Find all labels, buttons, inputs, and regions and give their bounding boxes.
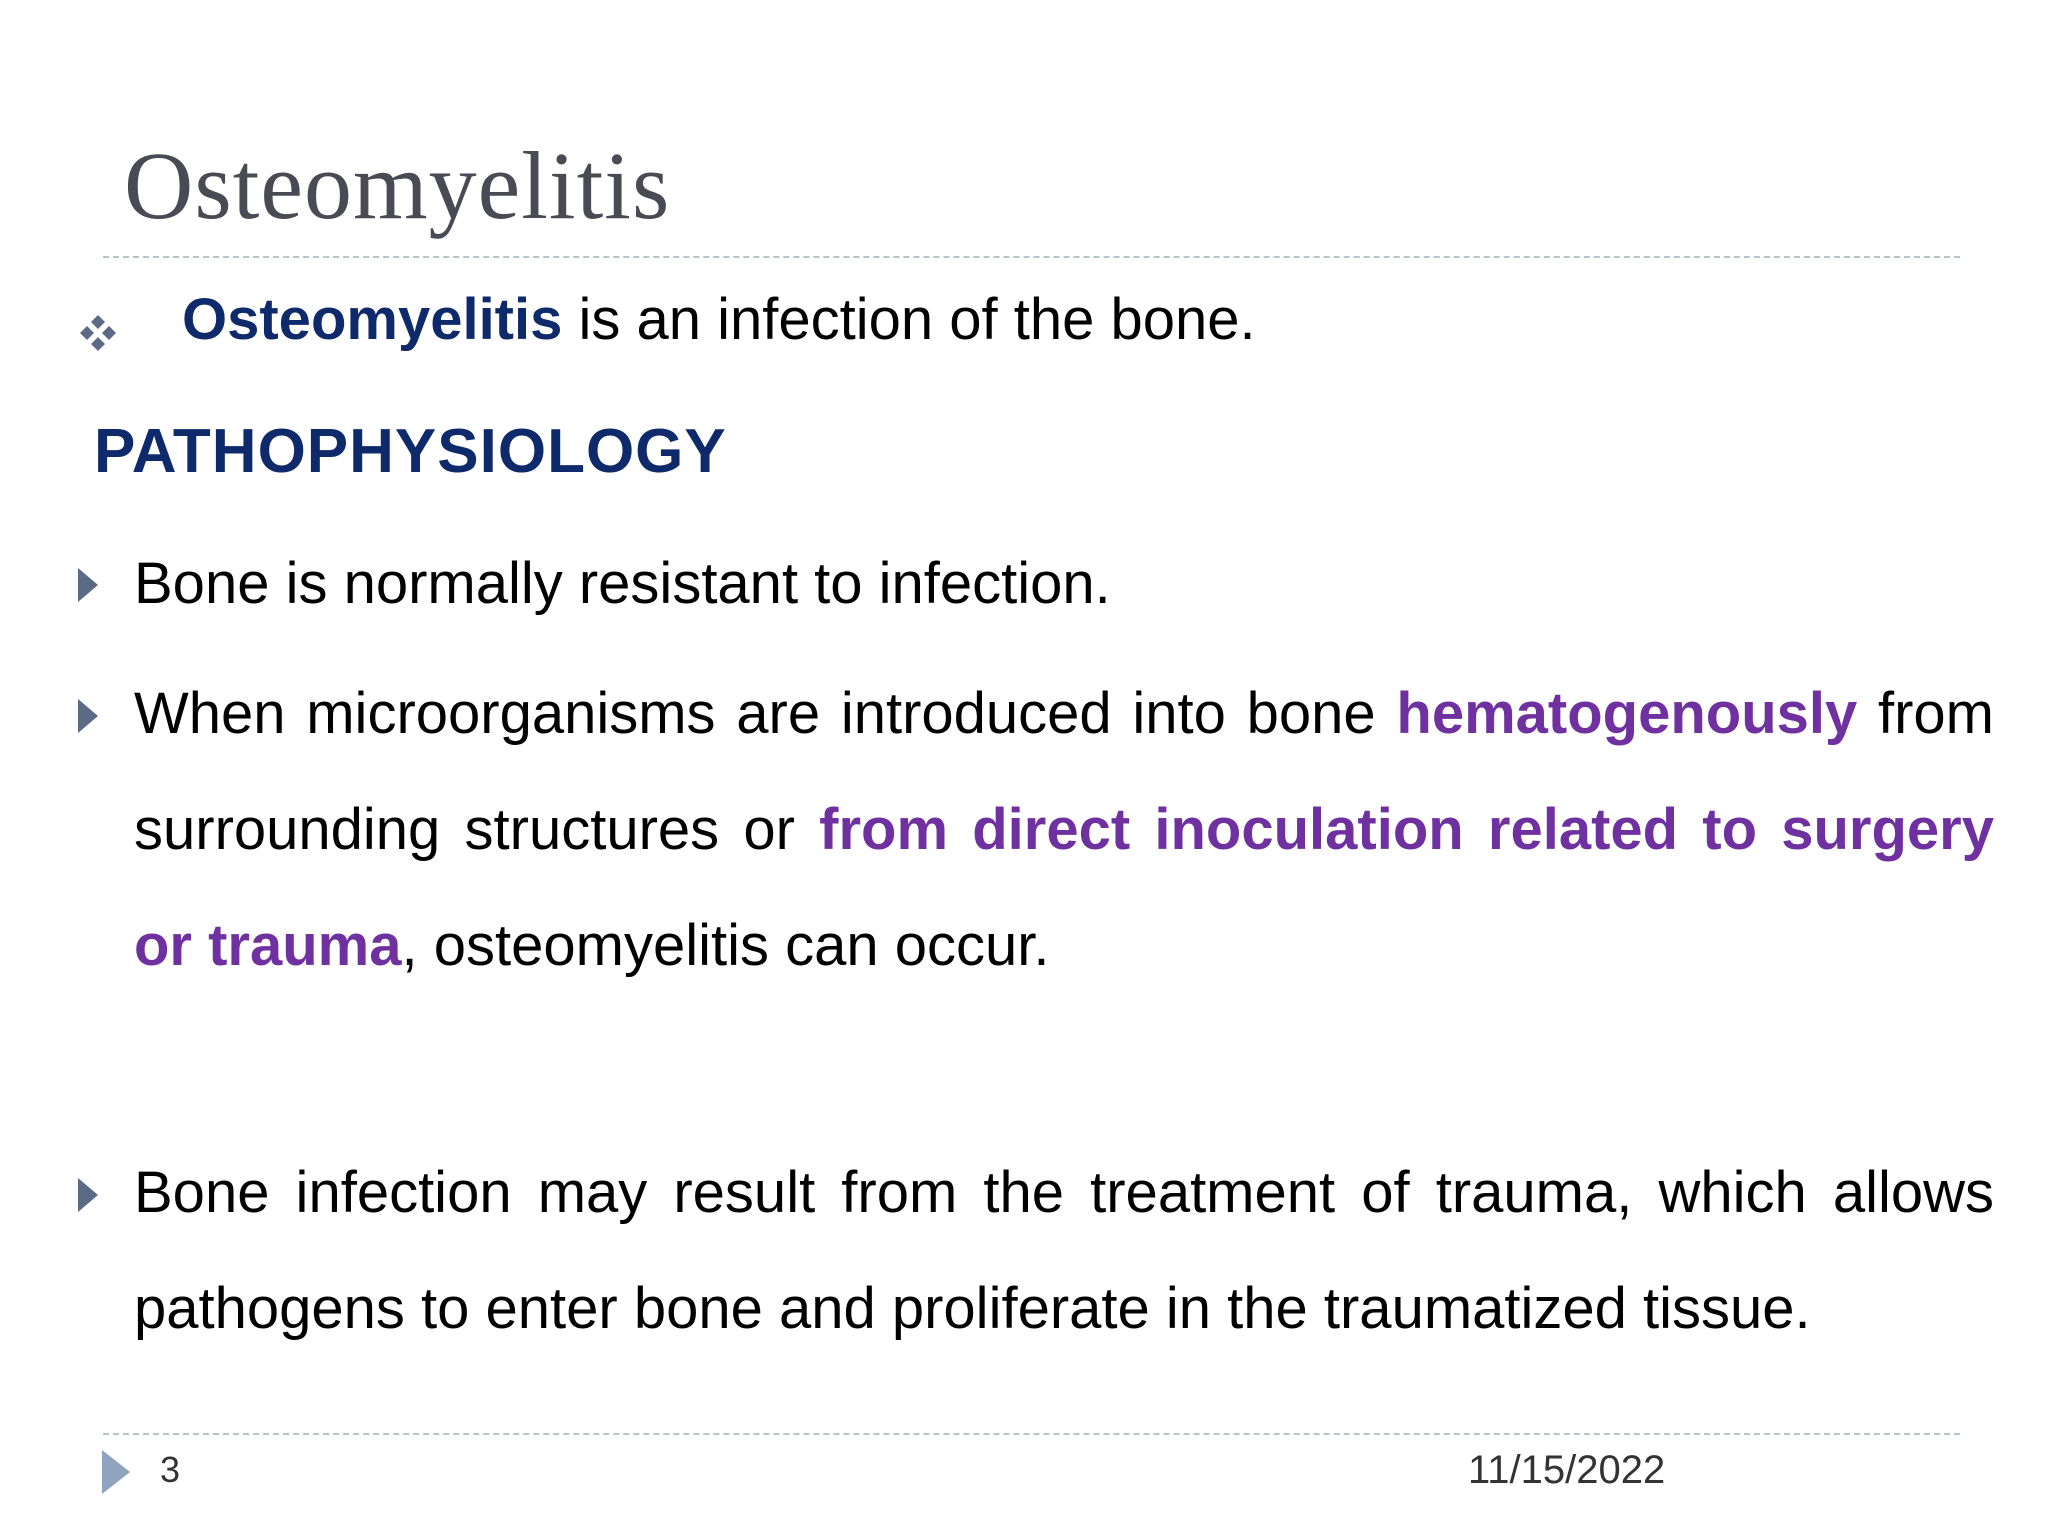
definition-term: Osteomyelitis	[182, 287, 563, 352]
section-heading: PATHOPHYSIOLOGY	[94, 417, 727, 486]
page-number: 3	[160, 1449, 181, 1490]
footer-divider	[103, 1433, 1960, 1435]
triangle-right-icon	[76, 697, 100, 735]
bullet-text-3: Bone infection may result from the treatment of trauma, which allows pathogens to enter bone and proliferate in the traumatized tissue.	[134, 1160, 1994, 1341]
title-divider	[103, 256, 1960, 258]
slide-title: Osteomyelitis	[124, 132, 671, 239]
bullet-text-1: Bone is normally resistant to infection.	[134, 551, 1111, 616]
bullet-2-highlight-2: from direct inoculation related to surgery or trauma	[134, 797, 1994, 978]
bullet-2-part-1: When microorganisms are introduced into bone	[134, 681, 1397, 746]
bullet-2-highlight-1: hematogenously	[1396, 681, 1858, 746]
bullet-text-2	[134, 656, 1994, 1004]
four-diamond-icon	[76, 296, 120, 340]
bullet-2-part-3: , osteomyelitis can occur.	[401, 913, 1050, 978]
definition-text: is an infection of the bone.	[562, 287, 1256, 352]
footer-date: 11/15/2022	[1468, 1448, 1666, 1492]
definition-line	[76, 280, 1256, 360]
bullet-2-part-2: from surrounding structures or	[134, 681, 1994, 862]
triangle-right-icon	[76, 566, 100, 604]
footer-arrow-icon	[100, 1448, 132, 1496]
triangle-right-icon	[76, 1176, 100, 1214]
